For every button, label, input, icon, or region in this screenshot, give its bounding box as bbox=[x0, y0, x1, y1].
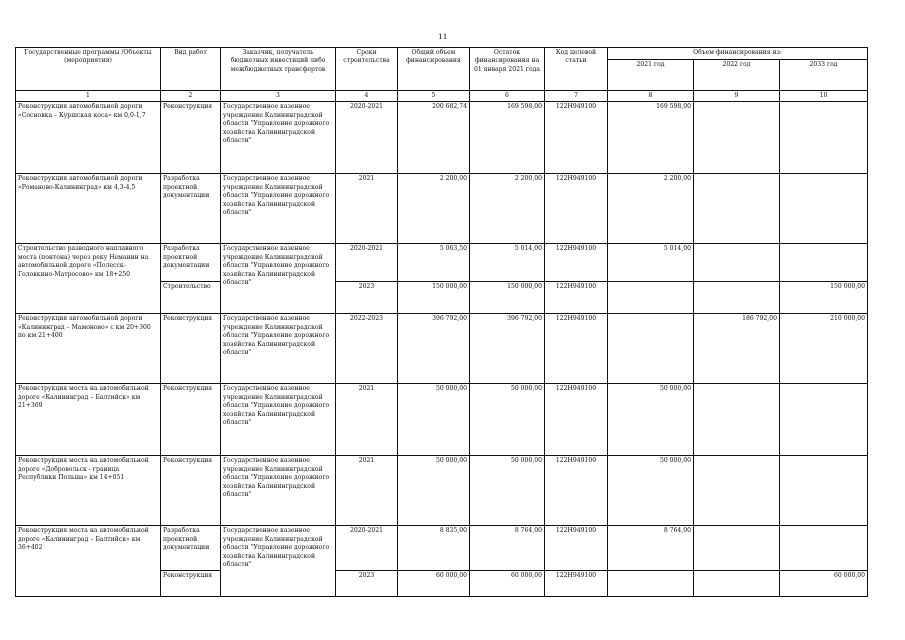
object-name-cell: Строительство разводного наплавного моста (понтона) через реку Неманин на автомобильной дороге «Полесск-Головкино-Матросово» км 18+250 bbox=[16, 244, 161, 314]
period-cell: 2020-2021 bbox=[336, 526, 398, 571]
work-type-cell: Разработка проектной документации bbox=[161, 244, 221, 282]
page-number: 11 bbox=[438, 32, 448, 41]
object-name-cell: Реконструкция моста на автомобильной дороге «Калининград – Балтийск» км 21+369 bbox=[16, 384, 161, 456]
total-cell: 50 000,00 bbox=[398, 456, 470, 526]
customer-cell: Государственное казенное учреждение Калининградской области "Управление дорожного хозяйства Калининградской области" bbox=[221, 102, 336, 174]
remaining-cell: 8 764,00 bbox=[470, 526, 545, 571]
table-row bbox=[16, 244, 868, 282]
total-cell: 396 792,00 bbox=[398, 314, 470, 384]
year-2021-cell bbox=[608, 571, 694, 597]
column-number-cell: 6 bbox=[470, 91, 545, 102]
column-number-row bbox=[16, 91, 868, 102]
total-cell: 5 063,50 bbox=[398, 244, 470, 282]
remaining-cell: 50 000,00 bbox=[470, 456, 545, 526]
remaining-cell: 2 200,00 bbox=[470, 174, 545, 244]
period-cell: 2021 bbox=[336, 384, 398, 456]
year-2023-cell bbox=[780, 102, 868, 174]
year-2022-cell bbox=[694, 384, 780, 456]
period-cell: 2021 bbox=[336, 174, 398, 244]
object-name-cell: Реконструкция автомобильной дороги «Романово-Калининград» км 4,3-4,5 bbox=[16, 174, 161, 244]
customer-cell: Государственное казенное учреждение Калининградской области "Управление дорожного хозяйства Калининградской области" bbox=[221, 526, 336, 597]
column-number-cell: 4 bbox=[336, 91, 398, 102]
year-2022-cell bbox=[694, 244, 780, 282]
year-2021-cell: 50 000,00 bbox=[608, 384, 694, 456]
remaining-cell: 60 000,00 bbox=[470, 571, 545, 597]
year-2023-cell bbox=[780, 456, 868, 526]
year-2021-cell: 8 764,00 bbox=[608, 526, 694, 571]
year-2022-cell bbox=[694, 456, 780, 526]
work-type-cell: Разработка проектной документации bbox=[161, 174, 221, 244]
year-2021-cell: 50 000,00 bbox=[608, 456, 694, 526]
customer-cell: Государственное казенное учреждение Калининградской области "Управление дорожного хозяйства Калининградской области" bbox=[221, 244, 336, 314]
total-cell: 200 682,74 bbox=[398, 102, 470, 174]
work-type-cell: Строительство bbox=[161, 282, 221, 314]
total-cell: 2 200,00 bbox=[398, 174, 470, 244]
remaining-cell: 169 598,00 bbox=[470, 102, 545, 174]
year-2023-cell bbox=[780, 526, 868, 571]
header-program: Государственные программы /Объекты (мероприятия) bbox=[16, 48, 161, 91]
table-row bbox=[16, 526, 868, 571]
header-financing-group: Объем финансирования из: bbox=[608, 48, 868, 60]
remaining-cell: 50 000,00 bbox=[470, 384, 545, 456]
code-cell: 122Н949100 bbox=[545, 384, 608, 456]
column-number-cell: 9 bbox=[694, 91, 780, 102]
column-number-cell: 1 bbox=[16, 91, 161, 102]
column-number-cell: 3 bbox=[221, 91, 336, 102]
object-name-cell: Реконструкция моста на автомобильной дороге «Добровольск - граница Республики Польша» км 14+051 bbox=[16, 456, 161, 526]
period-cell: 2022-2023 bbox=[336, 314, 398, 384]
code-cell: 122Н949100 bbox=[545, 244, 608, 282]
code-cell: 122Н949100 bbox=[545, 456, 608, 526]
customer-cell: Государственное казенное учреждение Калининградской области "Управление дорожного хозяйства Калининградской области" bbox=[221, 314, 336, 384]
year-2023-cell bbox=[780, 174, 868, 244]
year-2023-cell bbox=[780, 384, 868, 456]
code-cell: 122Н949100 bbox=[545, 314, 608, 384]
column-number-cell: 5 bbox=[398, 91, 470, 102]
work-type-cell: Реконструкция bbox=[161, 571, 221, 597]
table-row bbox=[16, 314, 868, 384]
remaining-cell: 150 000,00 bbox=[470, 282, 545, 314]
year-2022-cell: 186 792,00 bbox=[694, 314, 780, 384]
header-year-2023: 2033 год bbox=[780, 59, 868, 90]
work-type-cell: Реконструкция bbox=[161, 384, 221, 456]
customer-cell: Государственное казенное учреждение Калининградской области "Управление дорожного хозяйства Калининградской области" bbox=[221, 174, 336, 244]
customer-cell: Государственное казенное учреждение Калининградской области "Управление дорожного хозяйства Калининградской области" bbox=[221, 384, 336, 456]
table-row bbox=[16, 174, 868, 244]
remaining-cell: 396 792,00 bbox=[470, 314, 545, 384]
customer-cell: Государственное казенное учреждение Калининградской области "Управление дорожного хозяйства Калининградской области" bbox=[221, 456, 336, 526]
year-2021-cell bbox=[608, 314, 694, 384]
header-period: Сроки строительства bbox=[336, 48, 398, 91]
work-type-cell: Разработка проектной документации bbox=[161, 526, 221, 571]
work-type-cell: Реконструкция bbox=[161, 314, 221, 384]
code-cell: 122Н949100 bbox=[545, 526, 608, 571]
column-number-cell: 10 bbox=[780, 91, 868, 102]
header-total: Общий объем финансирования bbox=[398, 48, 470, 91]
year-2021-cell: 5 014,00 bbox=[608, 244, 694, 282]
year-2022-cell bbox=[694, 571, 780, 597]
total-cell: 150 000,00 bbox=[398, 282, 470, 314]
year-2022-cell bbox=[694, 282, 780, 314]
period-cell: 2023 bbox=[336, 571, 398, 597]
year-2021-cell: 169 598,00 bbox=[608, 102, 694, 174]
period-cell: 2020-2021 bbox=[336, 102, 398, 174]
column-number-cell: 7 bbox=[545, 91, 608, 102]
year-2023-cell: 210 000,00 bbox=[780, 314, 868, 384]
year-2021-cell bbox=[608, 282, 694, 314]
table-row bbox=[16, 384, 868, 456]
column-number-cell: 8 bbox=[608, 91, 694, 102]
header-year-2021: 2021 год bbox=[608, 59, 694, 90]
year-2021-cell: 2 200,00 bbox=[608, 174, 694, 244]
code-cell: 122Н949100 bbox=[545, 282, 608, 314]
code-cell: 122Н949100 bbox=[545, 174, 608, 244]
year-2023-cell: 60 000,00 bbox=[780, 571, 868, 597]
work-type-cell: Реконструкция bbox=[161, 102, 221, 174]
header-work-type: Вид работ bbox=[161, 48, 221, 91]
year-2022-cell bbox=[694, 174, 780, 244]
total-cell: 8 835,00 bbox=[398, 526, 470, 571]
year-2022-cell bbox=[694, 102, 780, 174]
object-name-cell: Реконструкция моста на автомобильной дороге «Калининград – Балтийск» км 36+402 bbox=[16, 526, 161, 597]
object-name-cell: Реконструкция автомобильной дороги «Сосновка – Куршская коса» км 0,0-1,7 bbox=[16, 102, 161, 174]
column-number-cell: 2 bbox=[161, 91, 221, 102]
period-cell: 2021 bbox=[336, 456, 398, 526]
code-cell: 122Н949100 bbox=[545, 102, 608, 174]
work-type-cell: Реконструкция bbox=[161, 456, 221, 526]
total-cell: 50 000,00 bbox=[398, 384, 470, 456]
year-2023-cell bbox=[780, 244, 868, 282]
code-cell: 122Н949100 bbox=[545, 571, 608, 597]
financing-table bbox=[15, 47, 868, 597]
header-code: Код целевой статьи bbox=[545, 48, 608, 91]
table-row bbox=[16, 102, 868, 174]
period-cell: 2020-2021 bbox=[336, 244, 398, 282]
year-2022-cell bbox=[694, 526, 780, 571]
total-cell: 60 000,00 bbox=[398, 571, 470, 597]
object-name-cell: Реконструкция автомобильной дороги «Калининград – Мамоново» с км 20+300 по км 21+400 bbox=[16, 314, 161, 384]
period-cell: 2023 bbox=[336, 282, 398, 314]
header-remaining: Остаток финансирования на 01 января 2021 года bbox=[470, 48, 545, 91]
year-2023-cell: 150 000,00 bbox=[780, 282, 868, 314]
remaining-cell: 5 014,00 bbox=[470, 244, 545, 282]
header-customer: Заказчик, получатель бюджетных инвестиций либо межбюджетных трансфертов bbox=[221, 48, 336, 91]
header-year-2022: 2022 год bbox=[694, 59, 780, 90]
table-row bbox=[16, 456, 868, 526]
table-body bbox=[16, 102, 868, 597]
